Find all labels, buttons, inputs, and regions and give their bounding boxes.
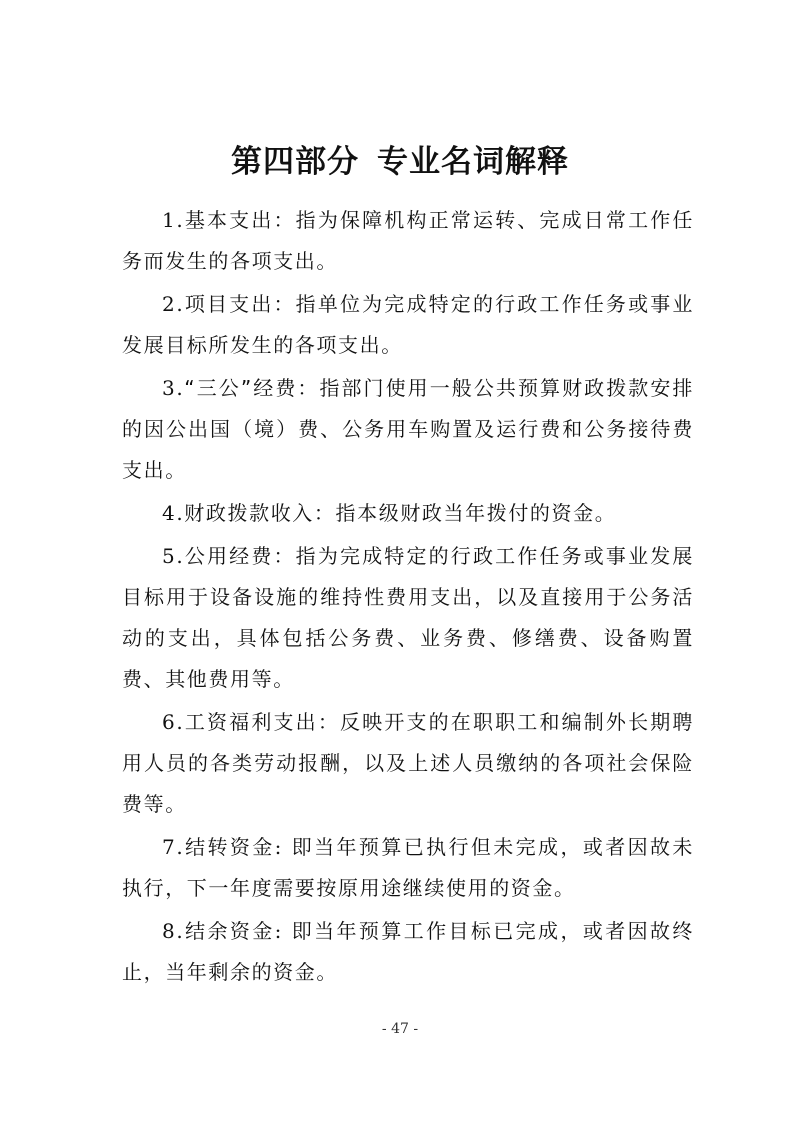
definition-item-5 xyxy=(122,536,694,700)
definition-item-6 xyxy=(122,702,694,825)
separator: ： xyxy=(273,544,296,568)
separator: ： xyxy=(317,710,340,734)
definitions-list xyxy=(122,200,694,995)
item-number: 4. xyxy=(162,501,185,525)
item-number: 2. xyxy=(162,292,185,316)
definition-text: 即当年预算已执行但未完成，或者因故未执行，下一年度需要按原用途继续使用的资金。 xyxy=(122,835,694,900)
definition-text: 指本级财政当年拨付的资金。 xyxy=(335,501,617,525)
definition-item-2 xyxy=(122,284,694,366)
separator: ： xyxy=(313,501,336,525)
term-three-public-expenses: “三公”经费 xyxy=(184,376,298,400)
definition-text: 指单位为完成特定的行政工作任务或事业发展目标所发生的各项支出。 xyxy=(122,292,694,357)
definition-text: 指为完成特定的行政工作任务或事业发展目标用于设备设施的维持性费用支出，以及直接用于公务活动的支出，具体包括公务费、业务费、修缮费、设备购置费、其他费用等。 xyxy=(122,544,694,691)
definition-item-3 xyxy=(122,368,694,491)
separator: ： xyxy=(273,292,296,316)
item-number: 8. xyxy=(162,919,185,943)
separator: ： xyxy=(273,208,296,232)
term-carryover-funds: 结转资金 xyxy=(184,835,275,859)
separator: ： xyxy=(297,376,320,400)
term-project-expenditure: 项目支出 xyxy=(184,292,274,316)
term-public-expenses: 公用经费 xyxy=(184,544,274,568)
term-surplus-funds: 结余资金 xyxy=(184,919,275,943)
definition-item-1 xyxy=(122,200,694,282)
term-wages-welfare: 工资福利支出 xyxy=(184,710,318,734)
definition-text: 反映开支的在职职工和编制外长期聘用人员的各类劳动报酬，以及上述人员缴纳的各项社会保险费等。 xyxy=(122,710,694,816)
definition-text: 指为保障机构正常运转、完成日常工作任务而发生的各项支出。 xyxy=(122,208,694,273)
term-basic-expenditure: 基本支出 xyxy=(184,208,274,232)
item-number: 1. xyxy=(162,208,185,232)
definition-text: 即当年预算工作目标已完成，或者因故终止，当年剩余的资金。 xyxy=(122,919,694,984)
title-subject: 专业名词解释 xyxy=(377,144,569,180)
item-number: 3. xyxy=(162,376,185,400)
item-number: 6. xyxy=(162,710,185,734)
definition-text: 指部门使用一般公共预算财政拨款安排的因公出国（境）费、公务用车购置及运行费和公务接待费支出。 xyxy=(122,376,694,482)
term-fiscal-appropriation-income: 财政拨款收入 xyxy=(184,501,314,525)
definition-item-7 xyxy=(122,827,694,909)
page-title xyxy=(0,136,800,181)
item-number: 7. xyxy=(162,835,185,859)
definition-item-8 xyxy=(122,911,694,993)
title-part: 第四部分 xyxy=(231,144,359,180)
separator: : xyxy=(274,919,292,943)
definition-item-4 xyxy=(122,493,694,534)
page-number: - 47 - xyxy=(381,1021,419,1037)
item-number: 5. xyxy=(162,544,185,568)
separator: : xyxy=(274,835,292,859)
